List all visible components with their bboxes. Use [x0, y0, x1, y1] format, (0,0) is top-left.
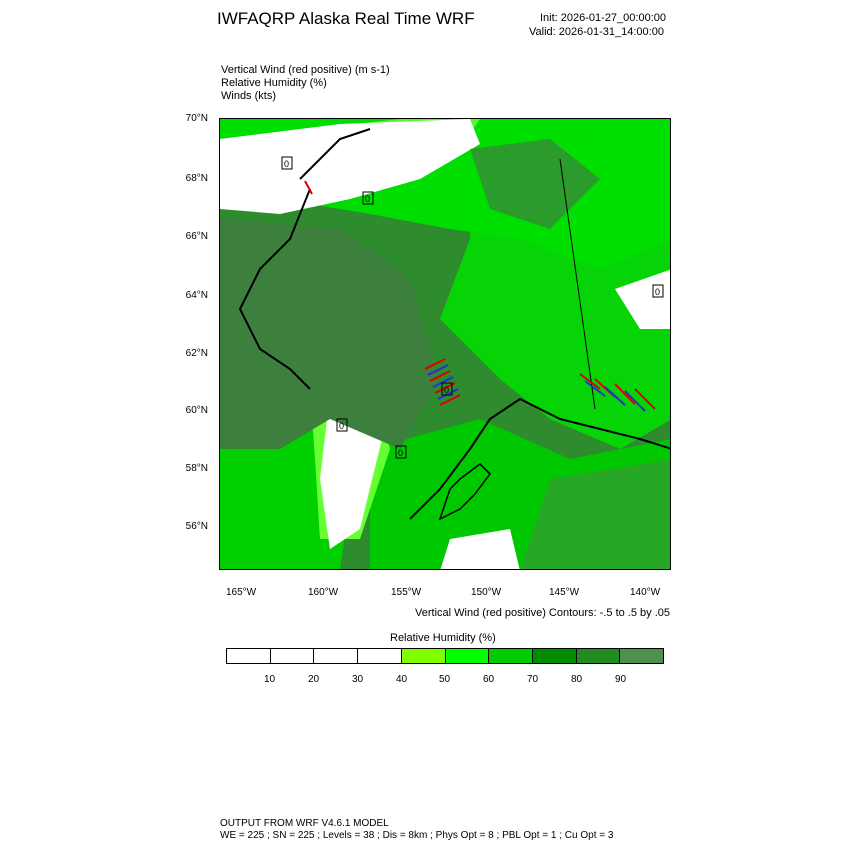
- plot-title: IWFAQRP Alaska Real Time WRF: [217, 9, 475, 28]
- model-config: WE = 225 ; SN = 225 ; Levels = 38 ; Dis = 8km ; Phys Opt = 8 ; PBL Opt = 1 ; Cu Opt = 3: [220, 830, 614, 841]
- lat-label: 66°N: [185, 231, 208, 242]
- field-winds: Winds (kts): [221, 90, 276, 102]
- lon-label: 165°W: [226, 587, 257, 598]
- lon-label: 160°W: [308, 587, 339, 598]
- colorbar-label: 70: [527, 674, 539, 685]
- colorbar-swatch: [402, 649, 446, 663]
- colorbar-label: 10: [264, 674, 276, 685]
- lat-label: 56°N: [185, 521, 208, 532]
- colorbar-title: Relative Humidity (%): [390, 632, 496, 644]
- lat-label: 70°N: [185, 113, 208, 124]
- valid-time: Valid: 2026-01-31_14:00:00: [529, 26, 664, 38]
- contour-label: 0: [444, 385, 450, 395]
- humidity-colorbar: [226, 648, 664, 664]
- init-time: Init: 2026-01-27_00:00:00: [540, 12, 666, 24]
- lat-label: 68°N: [185, 173, 208, 184]
- colorbar-swatch: [446, 649, 490, 663]
- field-vertical-wind: Vertical Wind (red positive) (m s-1): [221, 64, 390, 76]
- lon-label: 150°W: [471, 587, 502, 598]
- contour-label: 0: [284, 159, 290, 169]
- colorbar-label: 40: [396, 674, 408, 685]
- model-info: OUTPUT FROM WRF V4.6.1 MODEL: [220, 818, 389, 829]
- lat-label: 64°N: [185, 290, 208, 301]
- lat-label: 60°N: [185, 405, 208, 416]
- colorbar-swatch: [577, 649, 621, 663]
- humidity-field-map: [220, 119, 671, 570]
- colorbar-swatch: [271, 649, 315, 663]
- lat-label: 58°N: [185, 463, 208, 474]
- colorbar-label: 50: [439, 674, 451, 685]
- contour-note: Vertical Wind (red positive) Contours: -.5 to .5 by .05: [415, 607, 670, 619]
- lon-label: 140°W: [630, 587, 661, 598]
- contour-label: 0: [339, 421, 345, 431]
- colorbar-swatch: [314, 649, 358, 663]
- colorbar-label: 30: [352, 674, 364, 685]
- colorbar-swatch: [358, 649, 402, 663]
- colorbar-label: 90: [615, 674, 627, 685]
- contour-label: 0: [655, 287, 661, 297]
- colorbar-swatch: [489, 649, 533, 663]
- colorbar-swatch: [620, 649, 663, 663]
- contour-label: 0: [365, 194, 371, 204]
- colorbar-swatch: [533, 649, 577, 663]
- contour-label: 0: [398, 448, 404, 458]
- colorbar-swatch: [227, 649, 271, 663]
- colorbar-label: 20: [308, 674, 320, 685]
- colorbar-label: 60: [483, 674, 495, 685]
- field-relative-humidity: Relative Humidity (%): [221, 77, 327, 89]
- colorbar-label: 80: [571, 674, 583, 685]
- lat-label: 62°N: [185, 348, 208, 359]
- lon-label: 155°W: [391, 587, 422, 598]
- map-panel: [219, 118, 671, 570]
- lon-label: 145°W: [549, 587, 580, 598]
